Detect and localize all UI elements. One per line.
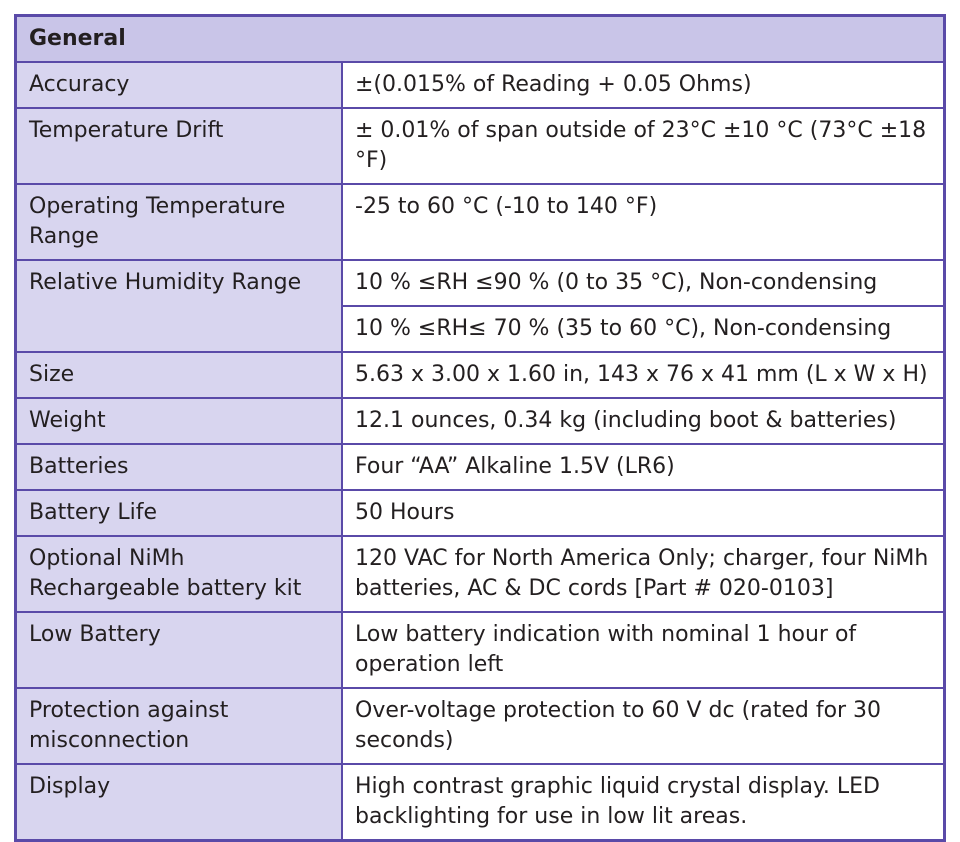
row-value-battery-life: 50 Hours	[342, 490, 945, 536]
table-row	[16, 398, 945, 444]
row-label-accuracy: Accuracy	[16, 62, 343, 108]
table-row	[16, 764, 945, 841]
table-row	[16, 62, 945, 108]
row-value-protection: Over-voltage protection to 60 V dc (rated for 30 seconds)	[342, 688, 945, 764]
table-row	[16, 612, 945, 688]
row-value-temperature-drift: ± 0.01% of span outside of 23°C ±10 °C (73°C ±18 °F)	[342, 108, 945, 184]
row-value-batteries: Four “AA” Alkaline 1.5V (LR6)	[342, 444, 945, 490]
row-value-relative-humidity-2: 10 % ≤RH≤ 70 % (35 to 60 °C), Non-condensing	[342, 306, 945, 352]
row-label-protection: Protection against misconnection	[16, 688, 343, 764]
row-value-accuracy: ±(0.015% of Reading + 0.05 Ohms)	[342, 62, 945, 108]
row-label-weight: Weight	[16, 398, 343, 444]
table-row	[16, 490, 945, 536]
table-row	[16, 688, 945, 764]
row-value-operating-temperature: -25 to 60 °C (-10 to 140 °F)	[342, 184, 945, 260]
table-row	[16, 260, 945, 306]
row-label-temperature-drift: Temperature Drift	[16, 108, 343, 184]
table-row	[16, 108, 945, 184]
row-label-display: Display	[16, 764, 343, 841]
row-value-relative-humidity-1: 10 % ≤RH ≤90 % (0 to 35 °C), Non-condensing	[342, 260, 945, 306]
row-label-nimh-kit: Optional NiMh Rechargeable battery kit	[16, 536, 343, 612]
row-label-batteries: Batteries	[16, 444, 343, 490]
row-value-weight: 12.1 ounces, 0.34 kg (including boot & batteries)	[342, 398, 945, 444]
table-header-row	[16, 16, 945, 63]
row-label-operating-temperature: Operating Temperature Range	[16, 184, 343, 260]
table-row	[16, 536, 945, 612]
table-row	[16, 444, 945, 490]
row-label-battery-life: Battery Life	[16, 490, 343, 536]
row-value-display: High contrast graphic liquid crystal display. LED backlighting for use in low lit areas.	[342, 764, 945, 841]
row-label-low-battery: Low Battery	[16, 612, 343, 688]
table-row	[16, 352, 945, 398]
row-value-low-battery: Low battery indication with nominal 1 hour of operation left	[342, 612, 945, 688]
row-value-nimh-kit: 120 VAC for North America Only; charger, four NiMh batteries, AC & DC cords [Part # 020-0103]	[342, 536, 945, 612]
table-row	[16, 184, 945, 260]
row-value-size: 5.63 x 3.00 x 1.60 in, 143 x 76 x 41 mm (L x W x H)	[342, 352, 945, 398]
row-label-size: Size	[16, 352, 343, 398]
specifications-table	[14, 14, 946, 842]
section-title: General	[16, 16, 945, 63]
row-label-relative-humidity: Relative Humidity Range	[16, 260, 343, 352]
